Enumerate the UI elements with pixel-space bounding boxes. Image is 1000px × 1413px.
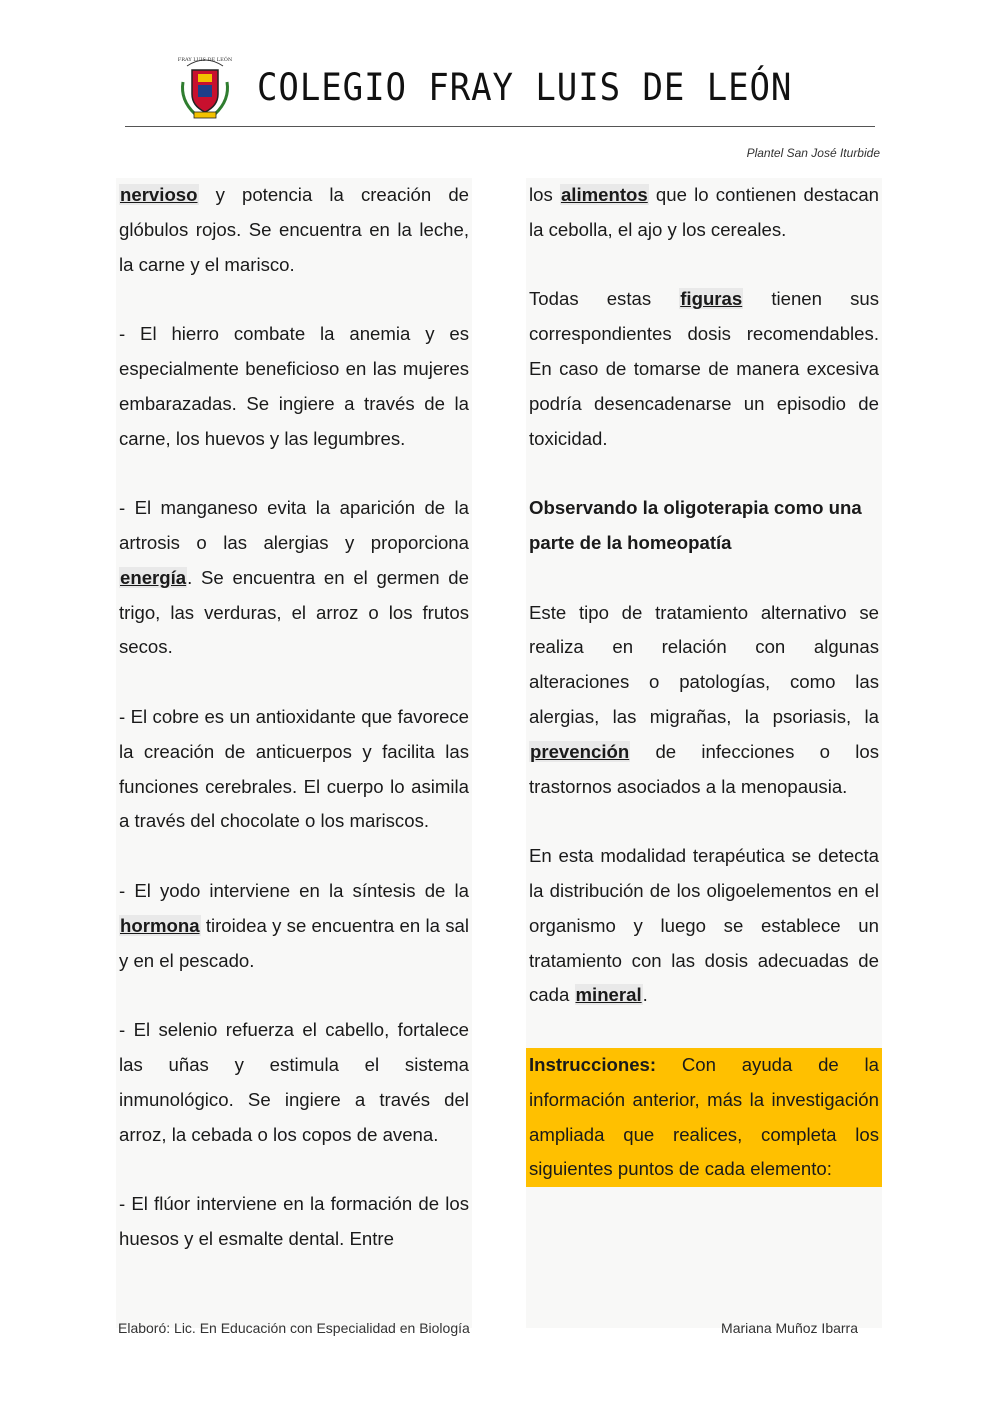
paragraph-text: En esta modalidad terapéutica se detecta la distribución de los oligoelementos en el organismo y luego se establece un tratamiento con las dosis adecuadas de cada — [529, 845, 879, 1006]
page-footer — [118, 1320, 858, 1342]
paragraph — [529, 839, 879, 1013]
paragraph-text: tienen sus correspondientes dosis recomendables. En caso de tomarse de manera excesiva podría desencadenarse un episodio de toxicidad. — [529, 288, 879, 449]
instructions-text: Con ayuda de la información anterior, más la investigación ampliada que realices, completa los siguientes puntos de cada elemento: — [529, 1053, 879, 1180]
paragraph-text: Este tipo de tratamiento alternativo se realiza en relación con algunas alteraciones o patologías, como las alergias, las migrañas, la psoriasis, la — [529, 601, 879, 727]
paragraph-text: . Se encuentra en el germen de trigo, las verduras, el arroz o los frutos secos. — [119, 566, 469, 658]
crest-text: FRAY LUIS DE LEÓN — [177, 57, 233, 63]
keyword: nervioso — [120, 184, 198, 205]
paragraph — [119, 178, 469, 282]
keyword: hormona — [120, 914, 200, 936]
paragraph — [119, 874, 469, 978]
footer-author-title: Elaboró: Lic. En Educación con Especialidad en Biología — [118, 1320, 470, 1336]
paragraph-text: tiroidea y se encuentra en la sal y en el pescado. — [119, 914, 469, 971]
footer-author-name: Mariana Muñoz Ibarra — [721, 1320, 858, 1336]
keyword: alimentos — [560, 184, 648, 205]
paragraph-text: que lo contienen destacan la cebolla, el ajo y los cereales. — [529, 184, 879, 240]
left-column — [116, 178, 472, 1328]
keyword: figuras — [680, 288, 743, 310]
paragraph: - El selenio refuerza el cabello, fortalece las uñas y estimula el sistema inmunológico. Se ingiere a través del arroz, la cebada o los copos de avena. — [119, 1019, 469, 1145]
paragraph-text: - El manganeso evita la aparición de la artrosis o las alergias y proporciona — [119, 497, 469, 553]
right-column — [526, 178, 882, 1328]
instructions-box — [526, 1048, 882, 1187]
paragraph: - El hierro combate la anemia y es especialmente beneficioso en las mujeres embarazadas. Se ingiere a través de la carne, los huevos y las legumbres. — [119, 323, 469, 449]
paragraph — [529, 596, 879, 805]
paragraph — [529, 178, 879, 248]
paragraph-text: . — [642, 984, 648, 1006]
paragraph-text: Todas estas — [529, 288, 680, 310]
keyword: mineral — [575, 984, 642, 1006]
school-crest-icon — [175, 52, 235, 122]
paragraph: - El cobre es un antioxidante que favorece la creación de anticuerpos y facilita las funciones cerebrales. El cuerpo lo asimila a través del chocolate o los mariscos. — [119, 705, 469, 832]
header-rule — [125, 126, 875, 127]
keyword: prevención — [530, 740, 630, 762]
paragraph — [529, 282, 879, 456]
page-header — [125, 46, 875, 126]
paragraph: - El flúor interviene en la formación de los huesos y el esmalte dental. Entre — [119, 1193, 469, 1249]
instructions-label: Instrucciones: — [529, 1053, 657, 1075]
keyword: energía — [120, 566, 187, 588]
paragraph-text: de infecciones o los trastornos asociados a la menopausia. — [529, 740, 879, 797]
campus-name: Plantel San José Iturbide — [746, 146, 880, 160]
paragraph-text: los — [529, 184, 560, 205]
paragraph — [119, 491, 469, 665]
school-name: COLEGIO FRAY LUIS DE LEÓN — [257, 66, 793, 109]
section-heading: Observando la oligoterapia como una parte de la homeopatía — [529, 497, 862, 553]
paragraph-text: - El yodo interviene en la síntesis de la — [119, 879, 469, 901]
paragraph-text: y potencia la creación de glóbulos rojos. Se encuentra en la leche, la carne y el marisco. — [119, 184, 469, 275]
